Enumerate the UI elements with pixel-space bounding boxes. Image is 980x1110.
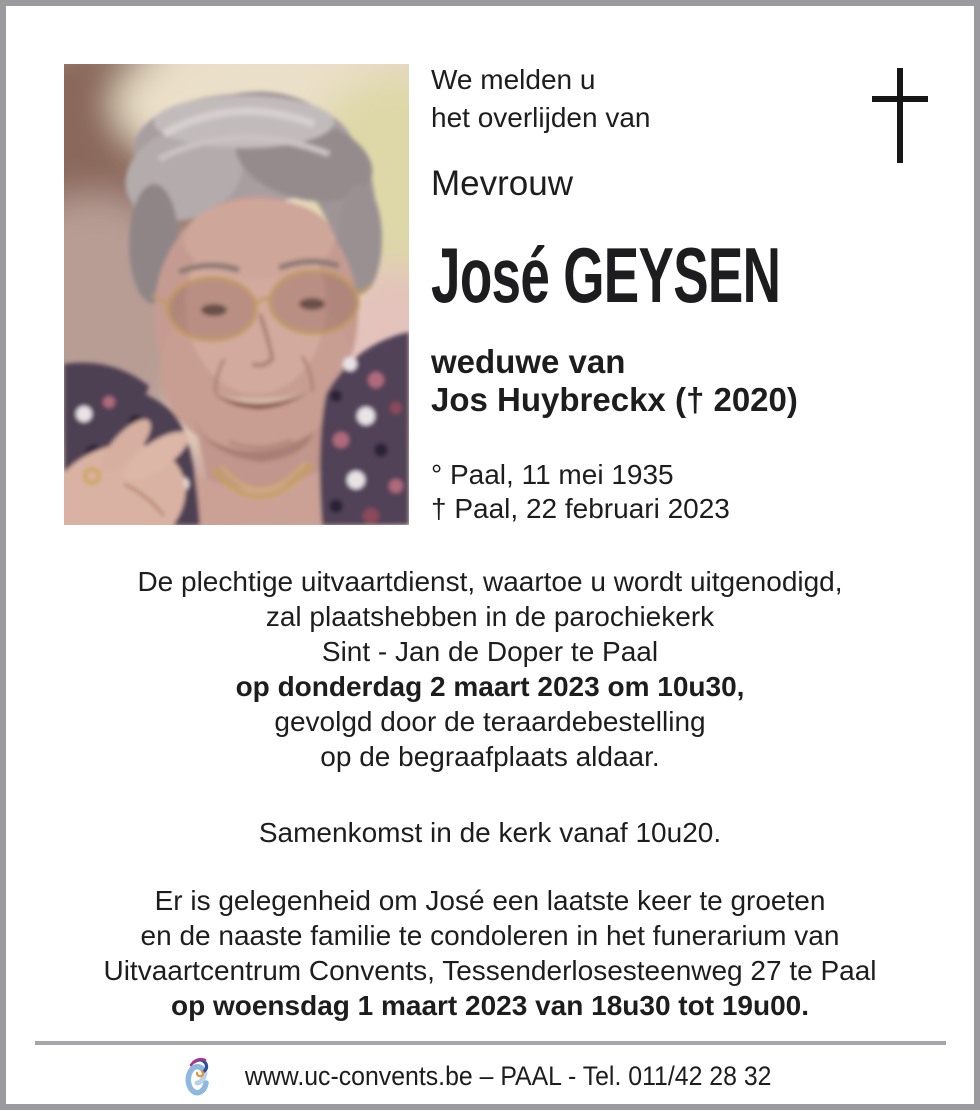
intro-line-2: het overlijden van <box>431 102 651 133</box>
birth-line: ° Paal, 11 mei 1935 <box>431 459 674 490</box>
salutation: Mevrouw <box>431 164 573 203</box>
portrait-photo-illustration <box>64 64 409 525</box>
condolence-line-1: Er is gelegenheid om José een laatste keer te groeten <box>154 885 826 916</box>
condolence-line-3: Uitvaartcentrum Convents, Tessenderlosesteenweg 27 te Paal <box>103 955 877 986</box>
condolence-line-2: en de naaste familie te condoleren in het funerarium van <box>140 920 840 951</box>
service-date-line: op donderdag 2 maart 2023 om 10u30, <box>235 671 745 702</box>
service-line-1: De plechtige uitvaartdienst, waartoe u wordt uitgenodigd, <box>137 566 843 597</box>
intro-line-1: We melden u <box>431 64 596 95</box>
service-line-6: op de begraafplaats aldaar. <box>320 741 660 772</box>
footer-divider <box>35 1041 946 1045</box>
death-line: † Paal, 22 februari 2023 <box>431 493 730 524</box>
relation-block <box>431 343 798 419</box>
service-paragraph <box>6 564 974 774</box>
footer-contact: www.uc-convents.be – PAAL - Tel. 011/42 28 32 <box>245 1060 772 1091</box>
announcement-intro <box>431 61 650 137</box>
service-line-3: Sint - Jan de Doper te Paal <box>321 636 659 667</box>
gathering-line: Samenkomst in de kerk vanaf 10u20. <box>258 817 722 848</box>
uc-convents-logo-icon <box>185 1056 209 1096</box>
footer <box>6 1052 974 1100</box>
relation-line-2: Jos Huybreckx († 2020) <box>431 381 798 418</box>
condolence-paragraph <box>6 883 974 1023</box>
service-line-5: gevolgd door de teraardebestelling <box>274 706 706 737</box>
deceased-name: José GEYSEN <box>431 231 781 319</box>
relation-line-1: weduwe van <box>431 343 626 380</box>
condolence-date-line: op woensdag 1 maart 2023 van 18u30 tot 19u00. <box>170 990 810 1021</box>
service-line-2: zal plaatshebben in de parochiekerk <box>265 601 715 632</box>
portrait-photo <box>64 64 409 525</box>
life-dates-block <box>431 458 730 526</box>
gathering-paragraph <box>6 815 974 850</box>
latin-cross-icon <box>872 66 928 164</box>
